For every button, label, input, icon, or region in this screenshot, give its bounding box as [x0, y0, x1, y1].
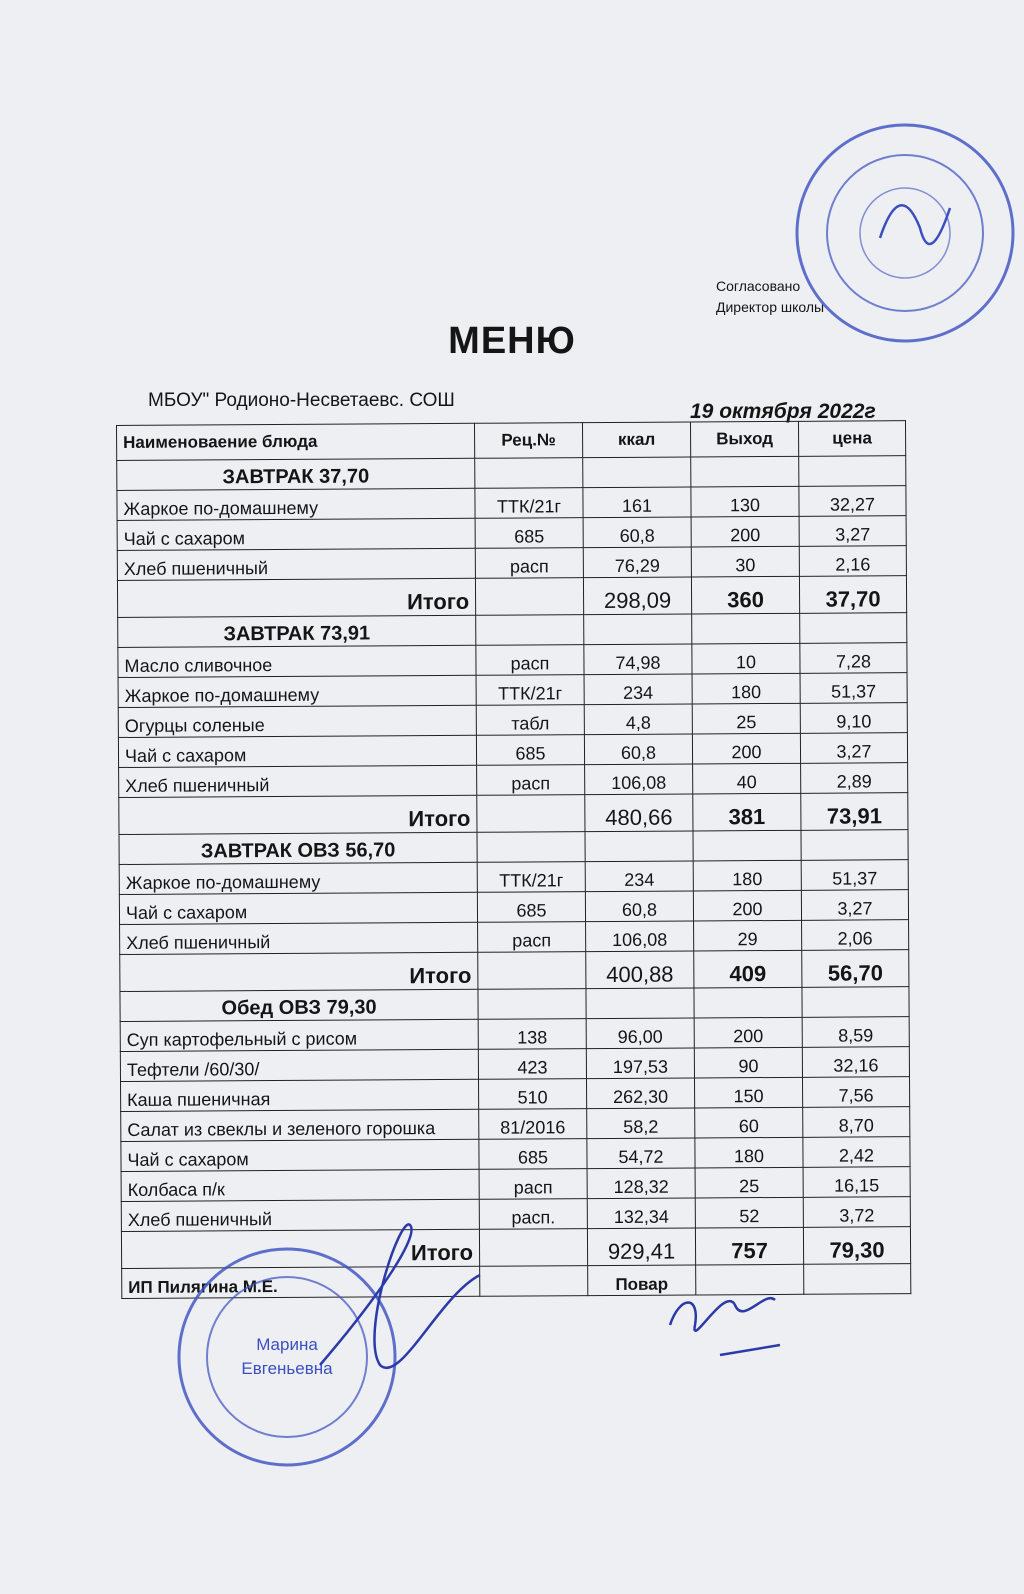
empty-cell — [799, 456, 906, 487]
table-row — [119, 763, 908, 798]
empty-cell — [583, 457, 691, 488]
portion: 25 — [692, 703, 800, 734]
price: 7,28 — [800, 643, 907, 674]
dish-name: Тефтели /60/30/ — [120, 1049, 478, 1081]
portion: 10 — [692, 643, 800, 674]
dish-name: Чай с сахаром — [117, 518, 475, 550]
table-row — [121, 1107, 910, 1142]
portion: 60 — [695, 1107, 803, 1138]
empty-cell — [694, 987, 802, 1018]
portion: 200 — [692, 733, 800, 764]
calories: 234 — [585, 861, 693, 892]
dish-name: Хлеб пшеничный — [117, 548, 475, 580]
empty-cell — [692, 613, 800, 644]
table-row — [118, 733, 907, 768]
table-row — [117, 516, 906, 551]
price: 3,27 — [799, 516, 906, 547]
signer-name: ИП Пилягина М.Е. — [122, 1266, 480, 1298]
header-recipe-number: Рец.№ — [474, 423, 582, 459]
dish-name: Жаркое по-домашнему — [119, 862, 477, 894]
portion: 40 — [693, 763, 801, 794]
table-row — [121, 1167, 910, 1202]
calories: 161 — [583, 487, 691, 518]
calories: 197,53 — [586, 1048, 694, 1079]
total-portion: 360 — [691, 576, 799, 614]
price: 7,56 — [802, 1077, 909, 1108]
recipe-number: 510 — [479, 1079, 587, 1110]
recipe-number: 81/2016 — [479, 1109, 587, 1140]
calories: 106,08 — [586, 921, 694, 952]
recipe-number: ТТК/21г — [477, 862, 585, 893]
table-header — [117, 421, 906, 461]
table-row — [119, 890, 908, 925]
calories: 60,8 — [585, 891, 693, 922]
recipe-number: ТТК/21г — [476, 675, 584, 706]
portion: 200 — [693, 890, 801, 921]
dish-name: Суп картофельный с рисом — [120, 1019, 478, 1051]
dish-name: Колбаса п/к — [121, 1169, 479, 1201]
calories: 74,98 — [584, 644, 692, 675]
price: 3,72 — [803, 1197, 910, 1228]
dish-name: Салат из свеклы и зеленого горошка — [121, 1109, 479, 1141]
empty-cell — [584, 614, 692, 645]
header-calories: ккал — [582, 422, 690, 458]
calories: 60,8 — [583, 517, 691, 548]
table-row — [118, 643, 907, 678]
header-price: цена — [798, 421, 905, 457]
calories: 128,32 — [587, 1168, 695, 1199]
portion: 200 — [691, 516, 799, 547]
section-row — [120, 987, 909, 1022]
total-dish-name: Итого — [119, 795, 477, 834]
menu-date: 19 октября 2022г — [690, 400, 876, 423]
price: 8,70 — [803, 1107, 910, 1138]
total-recipe-number — [477, 795, 585, 833]
approval-director: Директор школы — [716, 299, 825, 315]
portion: 180 — [695, 1137, 803, 1168]
empty-cell — [802, 987, 909, 1018]
section-row — [118, 613, 907, 648]
calories: 234 — [584, 674, 692, 705]
calories: 132,34 — [587, 1198, 695, 1229]
empty-cell — [801, 830, 908, 861]
recipe-number: 685 — [475, 518, 583, 549]
total-row — [120, 950, 909, 992]
school-stamp — [790, 118, 1020, 348]
price: 2,89 — [801, 763, 908, 794]
price: 32,16 — [802, 1047, 909, 1078]
portion: 52 — [695, 1197, 803, 1228]
table-row — [121, 1077, 910, 1112]
recipe-number: 138 — [478, 1019, 586, 1050]
recipe-number: расп. — [479, 1199, 587, 1230]
calories: 60,8 — [584, 734, 692, 765]
page-title: МЕНЮ — [448, 320, 576, 362]
dish-name: Огурцы соленые — [118, 705, 476, 737]
svg-text:Евгеньевна: Евгеньевна — [241, 1359, 333, 1378]
total-calories: 480,66 — [585, 794, 693, 832]
price: 9,10 — [800, 703, 907, 734]
total-price: 37,70 — [799, 576, 906, 614]
price: 2,06 — [802, 920, 909, 951]
approval-label: Согласовано — [716, 278, 801, 294]
recipe-number: ТТК/21г — [475, 488, 583, 519]
section-row — [117, 456, 906, 491]
total-recipe-number — [478, 952, 586, 990]
total-row — [119, 793, 908, 835]
portion: 25 — [695, 1167, 803, 1198]
price: 3,27 — [801, 890, 908, 921]
section-row — [119, 830, 908, 865]
calories: 4,8 — [584, 704, 692, 735]
recipe-number: 423 — [478, 1049, 586, 1080]
dish-name: Чай с сахаром — [119, 892, 477, 924]
empty-cell — [691, 456, 799, 487]
price: 16,15 — [803, 1167, 910, 1198]
calories: 76,29 — [583, 547, 691, 578]
total-price: 73,91 — [801, 793, 908, 831]
portion: 180 — [692, 673, 800, 704]
dish-name: Хлеб пшеничный — [120, 922, 478, 954]
header-dish-name: Наименоваение блюда — [117, 423, 475, 460]
dish-name: Хлеб пшеничный — [121, 1199, 479, 1231]
table-row — [117, 486, 906, 521]
portion: 150 — [694, 1077, 802, 1108]
section-title: ЗАВТРАК 37,70 — [117, 458, 475, 490]
dish-name: Каша пшеничная — [121, 1079, 479, 1111]
recipe-number: расп — [477, 765, 585, 796]
price: 2,16 — [799, 546, 906, 577]
price: 8,59 — [802, 1017, 909, 1048]
recipe-number: 685 — [479, 1139, 587, 1170]
price: 51,37 — [801, 860, 908, 891]
empty-cell — [477, 832, 585, 863]
total-calories: 400,88 — [586, 951, 694, 989]
table-row — [118, 673, 907, 708]
empty-cell — [476, 615, 584, 646]
total-calories: 929,41 — [587, 1228, 695, 1266]
section-title: ЗАВТРАК ОВЗ 56,70 — [119, 832, 477, 864]
total-dish-name: Итого — [121, 1229, 479, 1268]
portion: 29 — [694, 920, 802, 951]
recipe-number: расп — [478, 922, 586, 953]
dish-name: Чай с сахаром — [121, 1139, 479, 1171]
total-calories: 298,09 — [583, 577, 691, 615]
dish-name: Жаркое по-домашнему — [117, 488, 475, 520]
section-title: Обед ОВЗ 79,30 — [120, 989, 478, 1021]
total-recipe-number — [475, 578, 583, 616]
table-row — [120, 920, 909, 955]
svg-text:Марина: Марина — [256, 1335, 318, 1354]
empty-cell — [475, 458, 583, 489]
calories: 96,00 — [586, 1018, 694, 1049]
recipe-number: расп — [479, 1169, 587, 1200]
dish-name: Хлеб пшеничный — [119, 765, 477, 797]
portion: 130 — [691, 486, 799, 517]
total-row — [117, 576, 906, 618]
section-title: ЗАВТРАК 73,91 — [118, 615, 476, 647]
calories: 58,2 — [587, 1108, 695, 1139]
total-portion: 409 — [694, 950, 802, 988]
empty-cell — [693, 830, 801, 861]
signer-role: Повар — [588, 1265, 696, 1296]
recipe-number: расп — [476, 645, 584, 676]
portion: 30 — [691, 546, 799, 577]
total-portion: 381 — [693, 793, 801, 831]
recipe-number: табл — [476, 705, 584, 736]
price: 2,42 — [803, 1137, 910, 1168]
recipe-number: 685 — [476, 735, 584, 766]
table-row — [118, 703, 907, 738]
table-row — [121, 1137, 910, 1172]
total-portion: 757 — [695, 1227, 803, 1265]
empty-cell — [478, 989, 586, 1020]
table-row — [120, 1017, 909, 1052]
price: 51,37 — [800, 673, 907, 704]
recipe-number: расп — [475, 548, 583, 579]
calories: 262,30 — [587, 1078, 695, 1109]
calories: 54,72 — [587, 1138, 695, 1169]
price: 32,27 — [799, 486, 906, 517]
portion: 200 — [694, 1017, 802, 1048]
total-price: 56,70 — [802, 950, 909, 988]
table-row — [120, 1047, 909, 1082]
total-dish-name: Итого — [117, 578, 475, 617]
dish-name: Масло сливочное — [118, 645, 476, 677]
empty-cell — [585, 831, 693, 862]
dish-name: Чай с сахаром — [118, 735, 476, 767]
menu-table — [116, 420, 911, 1299]
table-row — [117, 546, 906, 581]
school-name: МБОУ" Родионо-Несветаевс. СОШ — [148, 390, 455, 411]
header-portion: Выход — [690, 421, 798, 457]
calories: 106,08 — [585, 764, 693, 795]
total-dish-name: Итого — [120, 952, 478, 991]
price: 3,27 — [800, 733, 907, 764]
table-row — [119, 860, 908, 895]
total-price: 79,30 — [803, 1227, 910, 1265]
portion: 180 — [693, 860, 801, 891]
dish-name: Жаркое по-домашнему — [118, 675, 476, 707]
signature — [300, 1215, 820, 1395]
portion: 90 — [694, 1047, 802, 1078]
empty-cell — [800, 613, 907, 644]
recipe-number: 685 — [477, 892, 585, 923]
empty-cell — [586, 988, 694, 1019]
